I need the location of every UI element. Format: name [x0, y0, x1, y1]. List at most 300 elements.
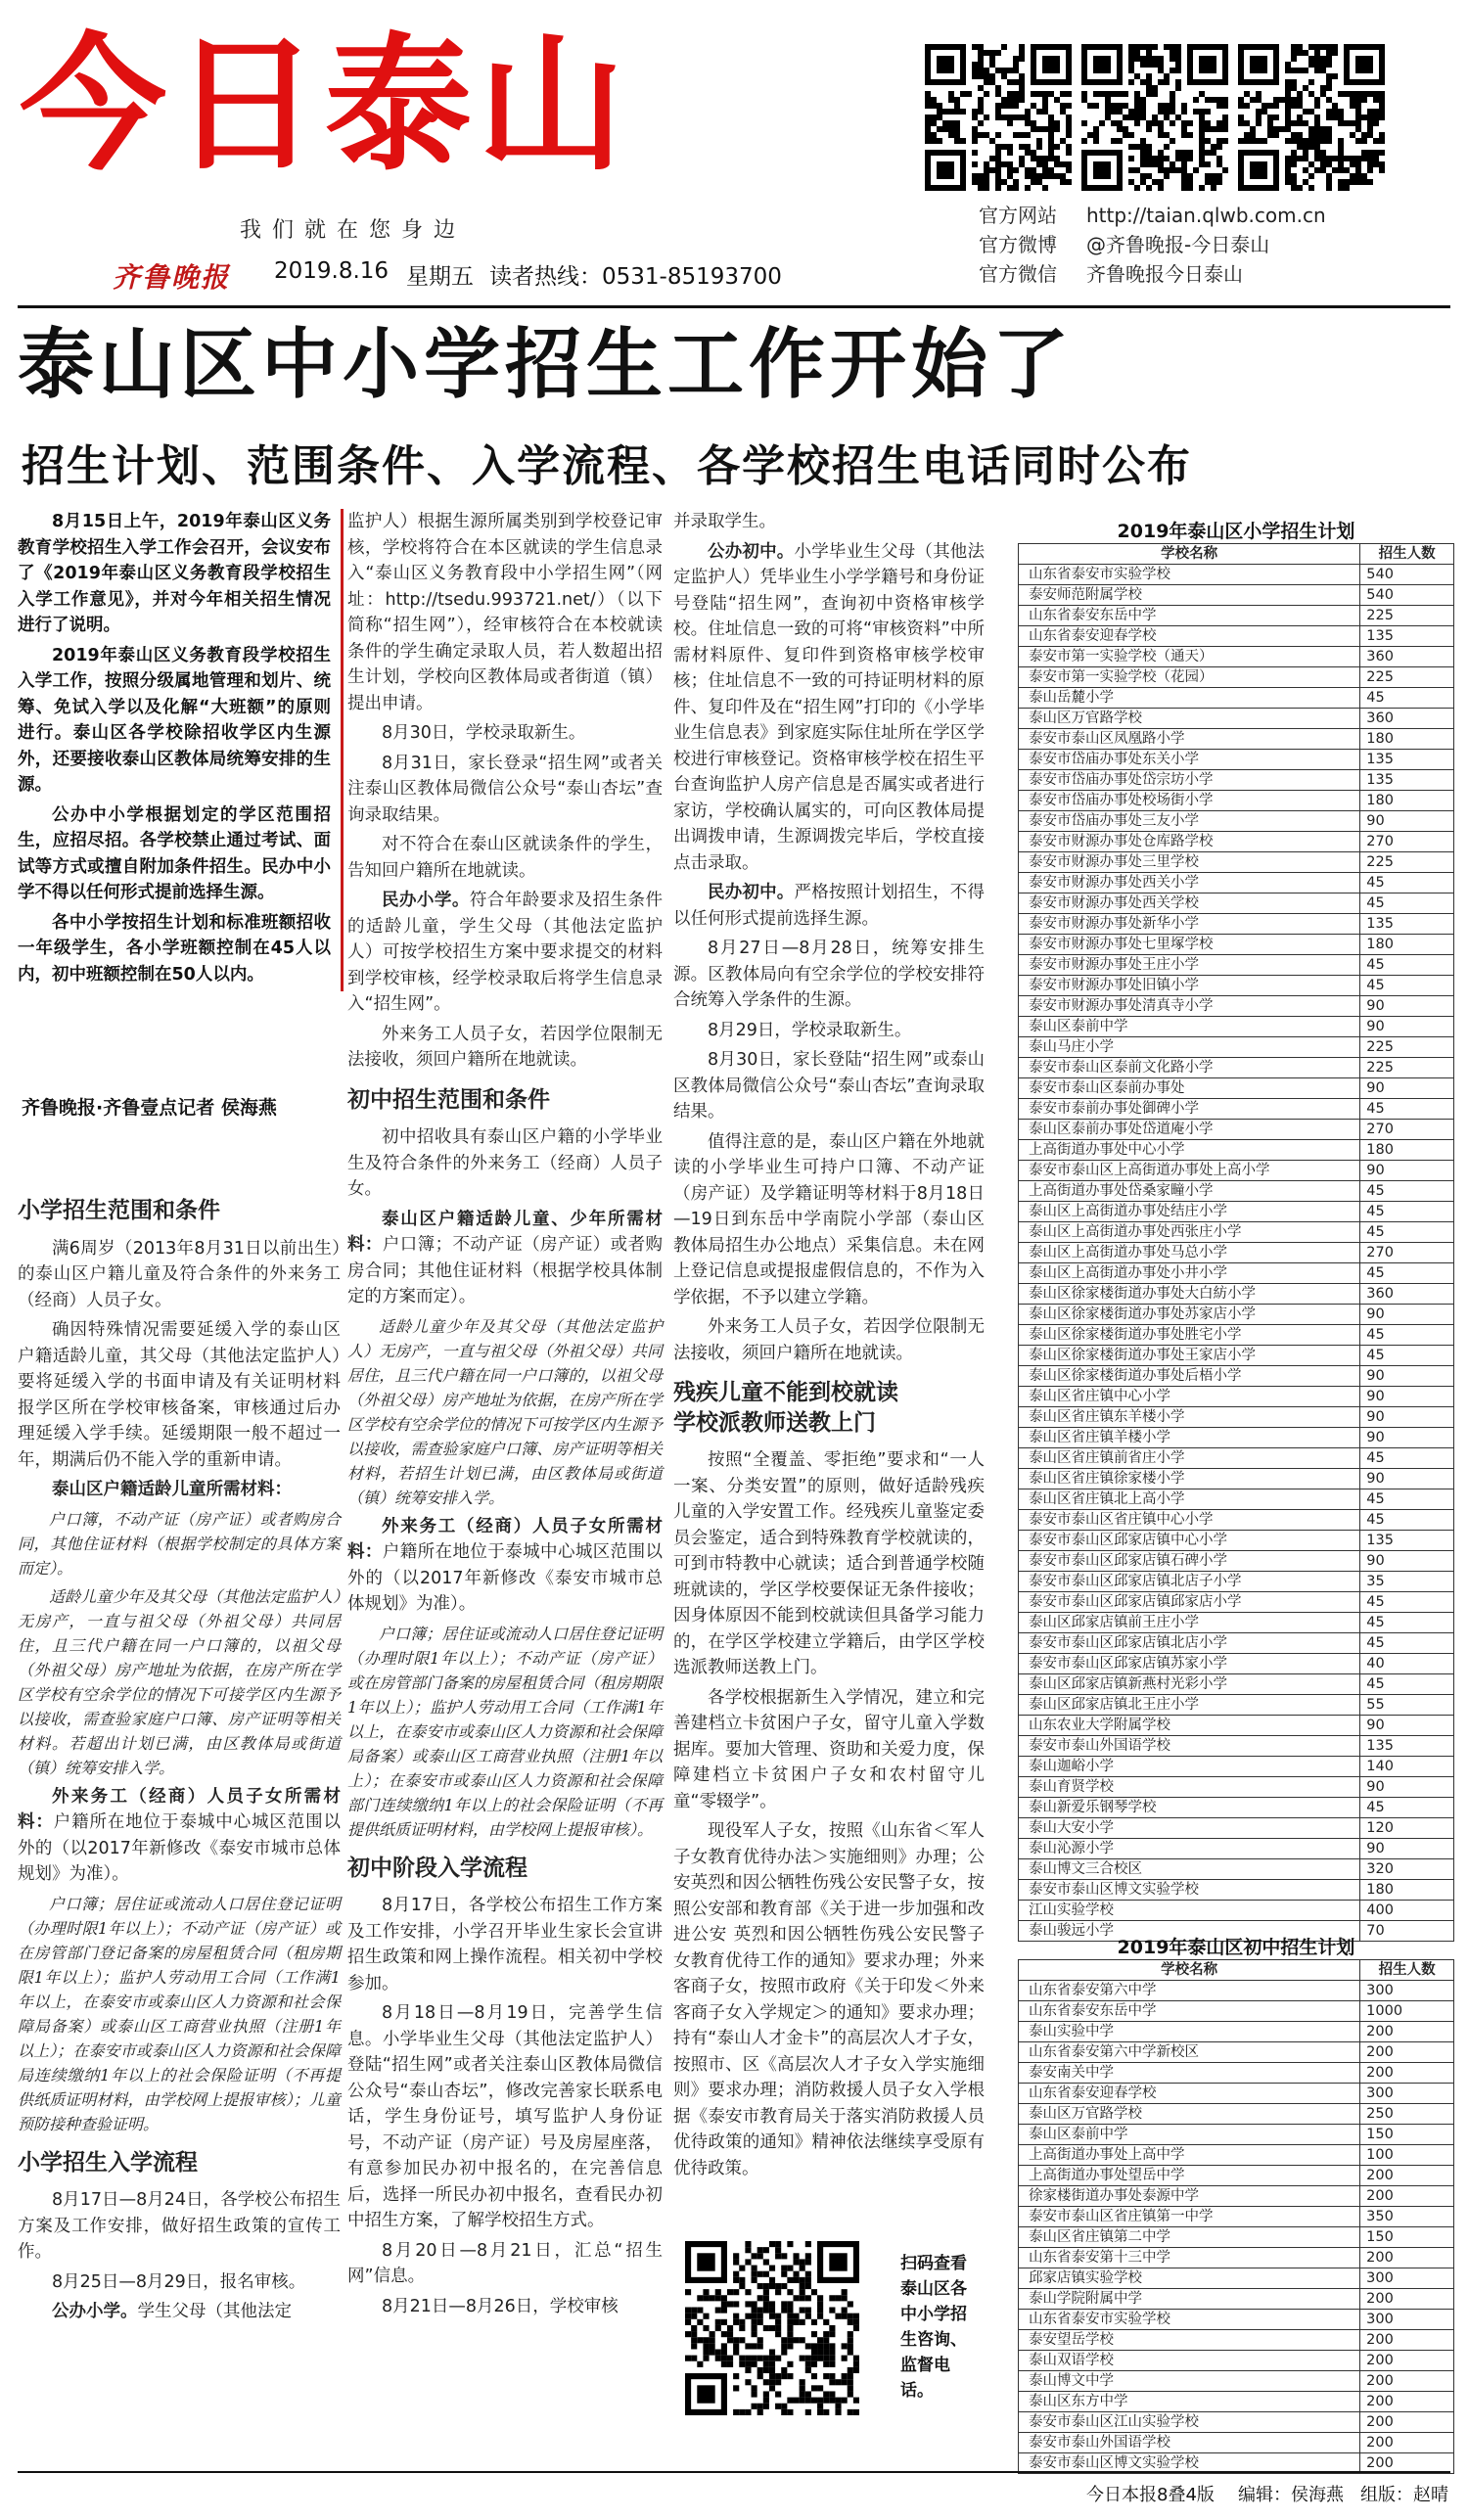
- masthead: [20, 21, 803, 213]
- table-row: [1019, 996, 1454, 1017]
- paragraph: 确因特殊情况需要延缓入学的泰山区户籍适龄儿童，其父母（其他法定监护人）要将延缓入学的书面申请及有关证明材料报学区所在学校审核备案，审核通过后办理延缓入学手续。延缓期限一般不超过一年，期满后仍不能入学的重新申请。: [18, 1320, 341, 1470]
- paragraph: 户口簿，不动产证（房产证）或者购房合同，其他住证材料（根据学校制定的具体方案而定）。: [18, 1509, 341, 1578]
- table-row: [1019, 2022, 1454, 2042]
- table-row: [1019, 585, 1454, 606]
- table-row: [1019, 1757, 1454, 1777]
- enrollment-count-cell: 540: [1360, 585, 1454, 606]
- table-row: [1019, 2371, 1454, 2392]
- school-name-cell: 山东省泰安东岳中学: [1019, 606, 1360, 626]
- enrollment-count-cell: 200: [1360, 2433, 1454, 2453]
- enrollment-count-cell: 350: [1360, 2207, 1454, 2227]
- table-row: [1019, 1140, 1454, 1161]
- enrollment-count-cell: 45: [1360, 1674, 1454, 1695]
- school-name-cell: 泰安师范附属学校: [1019, 585, 1360, 606]
- enrollment-count-cell: 45: [1360, 1346, 1454, 1366]
- table-row: [1019, 2186, 1454, 2207]
- table-row: [1019, 2310, 1454, 2330]
- school-name-cell: 泰山区徐家楼街道办事处后梧小学: [1019, 1366, 1360, 1387]
- table-row: [1019, 1243, 1454, 1263]
- table-row: [1019, 2392, 1454, 2412]
- enrollment-count-cell: 1000: [1360, 2001, 1454, 2022]
- enrollment-count-cell: 45: [1360, 893, 1454, 914]
- paragraph: 按照“全覆盖、零拒绝”要求和“一人一案、分类安置”的原则，做好适龄残疾儿童的入学安置工作。经残疾儿童鉴定委员会鉴定，适合到特殊教育学校就读的，可到市特教中心就读；适合到普通学校随班就读的，学区学校要保证无条件接收；因身体原因不能到校就读但具备学习能力的，在学区学校建立学籍后，由学区学校选派教师送教上门。: [673, 1450, 985, 1677]
- enrollment-count-cell: 270: [1360, 1120, 1454, 1140]
- table-row: [1019, 893, 1454, 914]
- school-name-cell: 泰安市岱庙办事处岱宗坊小学: [1019, 770, 1360, 791]
- table-row: [1019, 2207, 1454, 2227]
- enrollment-count-cell: 200: [1360, 2186, 1454, 2207]
- school-name-cell: 泰安市岱庙办事处东关小学: [1019, 750, 1360, 770]
- footer-layout: 组版：赵晴: [1360, 2485, 1448, 2505]
- paragraph-bold: 民办初中。: [708, 883, 795, 902]
- school-name-cell: 泰山博文中学: [1019, 2371, 1360, 2392]
- table-row: [1019, 1592, 1454, 1613]
- enrollment-count-cell: 90: [1360, 1469, 1454, 1489]
- school-name-cell: 泰山区省庄镇北上高小学: [1019, 1489, 1360, 1510]
- table-row: [1019, 1736, 1454, 1757]
- enrollment-count-cell: 225: [1360, 1037, 1454, 1058]
- masthead-info: [113, 256, 817, 294]
- school-name-cell: 泰山迦峪小学: [1019, 1757, 1360, 1777]
- paragraph: 符合年龄要求及招生条件的适龄儿童，学生父母（其他法定监护人）可按学校招生方案中要求提交的材料到学校审核，经学校录取后将学生信息录入“招生网”。: [347, 891, 664, 1014]
- enrollment-count-cell: 200: [1360, 2063, 1454, 2084]
- table-row: [1019, 852, 1454, 873]
- school-name-cell: 泰安望岳学校: [1019, 2330, 1360, 2351]
- section-heading: 残疾儿童不能到校就读: [673, 1380, 898, 1405]
- enrollment-count-cell: 200: [1360, 2392, 1454, 2412]
- enrollment-count-cell: 120: [1360, 1818, 1454, 1839]
- school-name-cell: 泰安市泰山区博文实验学校: [1019, 1880, 1360, 1901]
- paragraph: 适龄儿童少年及其父母（其他法定监护人）无房产，一直与祖父母（外祖父母）共同居住，且三代户籍在同一户口簿的，以祖父母（外祖父母）房产地址为依据，在房产所在学区学校有空余学位的情况下可接学区内生源予以接收，需查验家庭户口簿、房产证明等相关材料。若超出计划已满，由区教体局或街道（镇）统筹安排入学。: [18, 1586, 341, 1777]
- enrollment-count-cell: 90: [1360, 1017, 1454, 1037]
- table-row: [1019, 1716, 1454, 1736]
- enrollment-count-cell: 150: [1360, 2125, 1454, 2145]
- enrollment-count-cell: 45: [1360, 955, 1454, 976]
- school-name-cell: 泰山实验中学: [1019, 2022, 1360, 2042]
- school-name-cell: 泰山博文三合校区: [1019, 1859, 1360, 1880]
- school-name-cell: 泰安市岱庙办事处三友小学: [1019, 811, 1360, 832]
- school-name-cell: 泰山区上高街道办事处小井小学: [1019, 1263, 1360, 1284]
- table-row: [1019, 709, 1454, 729]
- school-name-cell: 泰安市财源办事处新华小学: [1019, 914, 1360, 935]
- school-name-cell: 泰山学院附属中学: [1019, 2289, 1360, 2310]
- table-row: [1019, 1633, 1454, 1654]
- paragraph: 学生父母（其他法定: [137, 2302, 292, 2321]
- table-row: [1019, 1222, 1454, 1243]
- enrollment-count-cell: 45: [1360, 688, 1454, 709]
- issue-date: 2019.8.16: [274, 258, 390, 284]
- enrollment-count-cell: 40: [1360, 1654, 1454, 1674]
- school-name-cell: 泰山区万官路学校: [1019, 2104, 1360, 2125]
- enrollment-count-cell: 45: [1360, 1222, 1454, 1243]
- table-row: [1019, 2330, 1454, 2351]
- lead-paragraph: 公办中小学根据划定的学区范围招生，应招尽招。各学校禁止通过考试、面试等方式或擅自附加条件招生。民办中小学不得以任何形式提前选择生源。: [18, 804, 331, 902]
- table-row: [1019, 1859, 1454, 1880]
- table-row: [1019, 2248, 1454, 2268]
- enrollment-count-cell: 250: [1360, 2104, 1454, 2125]
- school-name-cell: 上高街道办事处岱桑家疃小学: [1019, 1181, 1360, 1202]
- enrollment-count-cell: 200: [1360, 2330, 1454, 2351]
- table-row: [1019, 1448, 1454, 1469]
- school-name-cell: 泰山区上高街道办事处马总小学: [1019, 1243, 1360, 1263]
- subheadline: 招生计划、范围条件、入学流程、各学校招生电话同时公布: [22, 441, 1192, 491]
- paragraph: 8月17日，各学校公布招生工作方案及工作安排，小学召开毕业生家长会宣讲招生政策和网上操作流程。相关初中学校参加。: [347, 1896, 663, 1993]
- enrollment-count-cell: 200: [1360, 2351, 1454, 2371]
- school-name-cell: 泰安市泰山区邱家店镇北店子小学: [1019, 1572, 1360, 1592]
- school-name-cell: 泰山大安小学: [1019, 1818, 1360, 1839]
- school-name-cell: 泰安市泰山区江山实验学校: [1019, 2412, 1360, 2433]
- article-column-1: [18, 1184, 341, 2329]
- table-row: [1019, 770, 1454, 791]
- table-row: [1019, 647, 1454, 667]
- school-name-cell: 泰安市泰山区邱家店镇邱家店小学: [1019, 1592, 1360, 1613]
- enrollment-count-cell: 270: [1360, 1243, 1454, 1263]
- school-name-cell: 泰山区上高街道办事处西张庄小学: [1019, 1222, 1360, 1243]
- column-header: 招生人数: [1360, 1960, 1454, 1981]
- school-name-cell: 山东省泰安市实验学校: [1019, 2310, 1360, 2330]
- table-row: [1019, 565, 1454, 585]
- table-row: [1019, 2145, 1454, 2166]
- official-accounts: [979, 201, 1326, 289]
- table-row: [1019, 1880, 1454, 1901]
- school-name-cell: 泰山双语学校: [1019, 2351, 1360, 2371]
- table-row: [1019, 2227, 1454, 2248]
- school-name-cell: 泰安市泰山区邱家店镇北店小学: [1019, 1633, 1360, 1654]
- lead-paragraph: 2019年泰山区义务教育段学校招生入学工作，按照分级属地管理和划片、统筹、免试入学以及化解“大班额”的原则进行。泰山区各学校除招收学区内生源外，还要接收泰山区教体局统筹安排的生源。: [18, 645, 331, 795]
- school-name-cell: 泰山新爱乐钢琴学校: [1019, 1798, 1360, 1818]
- table-row: [1019, 1099, 1454, 1120]
- table-row: [1019, 1120, 1454, 1140]
- enrollment-count-cell: 360: [1360, 647, 1454, 667]
- table-row: [1019, 1305, 1454, 1325]
- enrollment-count-cell: 90: [1360, 1366, 1454, 1387]
- paragraph: 小学毕业生父母（其他法定监护人）凭毕业生小学学籍号和身份证号登陆“招生网”，查询初中资格审核学校。住址信息一致的可将“审核资料”中所需材料原件、复印件到资格审核学校审核；住址信息不一致的可持证明材料的原件、复印件及在“招生网”打印的《小学毕业生信息表》到家庭实际住址所在学区学校进行审核登记。资格审核学校在招生平台查询监护人房产信息是否属实或者进行家访，学校确认属实的，可向区教体局提出调拨申请，生源调拨完毕后，学校直接点击录取。: [673, 541, 985, 873]
- qr-code-icon[interactable]: [925, 44, 1072, 191]
- table-row: [1019, 1654, 1454, 1674]
- school-name-cell: 泰山区省庄镇东羊楼小学: [1019, 1407, 1360, 1428]
- table-row: [1019, 1284, 1454, 1305]
- headline: 泰山区中小学招生工作开始了: [18, 321, 1075, 409]
- school-name-cell: 泰安市财源办事处七里塚学校: [1019, 935, 1360, 955]
- table-row: [1019, 1551, 1454, 1572]
- enrollment-count-cell: 135: [1360, 626, 1454, 647]
- table-row: [1019, 2125, 1454, 2145]
- school-name-cell: 上高街道办事处上高中学: [1019, 2145, 1360, 2166]
- school-name-cell: 邱家店镇实验学校: [1019, 2268, 1360, 2289]
- table-row: [1019, 1078, 1454, 1099]
- table-row: [1019, 832, 1454, 852]
- enrollment-count-cell: 135: [1360, 750, 1454, 770]
- school-name-cell: 泰山区徐家楼街道办事处苏家店小学: [1019, 1305, 1360, 1325]
- school-name-cell: 泰安市泰山区邱家店镇石碑小学: [1019, 1551, 1360, 1572]
- enrollment-count-cell: 300: [1360, 1981, 1454, 2001]
- table-row: [1019, 935, 1454, 955]
- paragraph: 外来务工人员子女，若因学位限制无法接收，须回户籍所在地就读。: [347, 1024, 663, 1070]
- table-row: [1019, 1674, 1454, 1695]
- school-name-cell: 泰安市泰山区泰前办事处: [1019, 1078, 1360, 1099]
- enrollment-count-cell: 200: [1360, 2022, 1454, 2042]
- paragraph: 外来务工人员子女，若因学位限制无法接收，须回户籍所在地就读。: [673, 1317, 985, 1363]
- enrollment-count-cell: 90: [1360, 1777, 1454, 1798]
- school-name-cell: 山东省泰安第十三中学: [1019, 2248, 1360, 2268]
- school-name-cell: 泰山区省庄镇羊楼小学: [1019, 1428, 1360, 1448]
- school-name-cell: 泰山区省庄镇第二中学: [1019, 2227, 1360, 2248]
- school-name-cell: 泰安市泰山区邱家店镇中心小学: [1019, 1531, 1360, 1551]
- paragraph: 户口簿；不动产证（房产证）或者购房合同；其他住证材料（根据学校具体制定的方案而定）。: [347, 1235, 664, 1306]
- table-row: [1019, 2084, 1454, 2104]
- enrollment-count-cell: 200: [1360, 2453, 1454, 2474]
- enrollment-count-cell: 45: [1360, 1798, 1454, 1818]
- section-heading: 小学招生范围和条件: [18, 1198, 220, 1223]
- byline: 齐鲁晚报·齐鲁壹点记者 侯海燕: [22, 1097, 277, 1119]
- paragraph-bold: 公办初中。: [708, 541, 795, 562]
- table-row: [1019, 1017, 1454, 1037]
- table-row: [1019, 1161, 1454, 1181]
- enrollment-count-cell: 90: [1360, 1551, 1454, 1572]
- table-row: [1019, 667, 1454, 688]
- table-row: [1019, 1058, 1454, 1078]
- enrollment-count-cell: 225: [1360, 1058, 1454, 1078]
- school-name-cell: 泰山区泰前中学: [1019, 2125, 1360, 2145]
- enrollment-count-cell: 180: [1360, 729, 1454, 750]
- school-name-cell: 泰安市泰山区博文实验学校: [1019, 2453, 1360, 2474]
- table-row: [1019, 1346, 1454, 1366]
- table-row: [1019, 2433, 1454, 2453]
- enrollment-count-cell: 70: [1360, 1921, 1454, 1942]
- footer-divider: [18, 2471, 1450, 2473]
- table-row: [1019, 1981, 1454, 2001]
- table-row: [1019, 1387, 1454, 1407]
- table-row: [1019, 2289, 1454, 2310]
- enrollment-count-cell: 540: [1360, 565, 1454, 585]
- school-name-cell: 泰安市泰山区上高街道办事处上高小学: [1019, 1161, 1360, 1181]
- school-name-cell: 山东省泰安市实验学校: [1019, 565, 1360, 585]
- table-row: [1019, 2001, 1454, 2022]
- enrollment-count-cell: 35: [1360, 1572, 1454, 1592]
- enrollment-count-cell: 45: [1360, 1633, 1454, 1654]
- enrollment-count-cell: 180: [1360, 791, 1454, 811]
- school-name-cell: 徐家楼街道办事处泰源中学: [1019, 2186, 1360, 2207]
- qr-code-icon[interactable]: [1081, 44, 1228, 191]
- section-heading: 小学招生入学流程: [18, 2149, 198, 2176]
- masthead-divider: [18, 305, 1450, 308]
- enrollment-count-cell: 100: [1360, 2145, 1454, 2166]
- official-wechat[interactable]: 齐鲁晚报今日泰山: [1086, 262, 1243, 286]
- enrollment-count-cell: 140: [1360, 1757, 1454, 1777]
- qr-code-icon[interactable]: [685, 2241, 859, 2415]
- school-name-cell: 山东省泰安东岳中学: [1019, 2001, 1360, 2022]
- school-name-cell: 泰安市泰前办事处御碑小学: [1019, 1099, 1360, 1120]
- section-heading: 初中阶段入学流程: [347, 1855, 528, 1881]
- paragraph: 8月18日—8月19日，完善学生信息。小学毕业生父母（其他法定监护人）登陆“招生网”或者关注泰山区教体局微信公众号“泰山杏坛”，修改完善家长联系电话，学生身份证号，填写监护人身份证号，不动产证（房产证）号及房屋座落，有意参加民办初中报名的，在完善信息后，选择一所民办初中报名，查看民办初中招生方案，了解学校招生方式。: [347, 2003, 663, 2230]
- table-row: [1019, 1037, 1454, 1058]
- enrollment-count-cell: 320: [1360, 1859, 1454, 1880]
- enrollment-count-cell: 45: [1360, 1263, 1454, 1284]
- paragraph: 对不符合在泰山区就读条件的学生，告知回户籍所在地就读。: [347, 835, 663, 881]
- enrollment-count-cell: 300: [1360, 2268, 1454, 2289]
- school-name-cell: 泰安市泰山区省庄镇中心小学: [1019, 1510, 1360, 1531]
- footer-edition: 今日本报8叠4版: [1086, 2485, 1215, 2505]
- paragraph-bold: 泰山区户籍适龄儿童所需材料：: [52, 1480, 292, 1499]
- enrollment-count-cell: 90: [1360, 1407, 1454, 1428]
- enrollment-count-cell: 45: [1360, 1613, 1454, 1633]
- enrollment-count-cell: 90: [1360, 996, 1454, 1017]
- table-row: [1019, 1613, 1454, 1633]
- paragraph: 户籍所在地位于泰城中心城区范围以外的（以2017年新修改《泰安市城市总体规划》为准）。: [347, 1542, 664, 1614]
- table-row: [1019, 1839, 1454, 1859]
- lead-paragraph: 8月15日上午，2019年泰山区义务教育学校招生入学工作会召开，会议安布了《2019年泰山区义务教育段学校招生入学工作意见》，并对今年相关招生情况进行了说明。: [18, 512, 331, 635]
- qr-code-icon[interactable]: [1238, 44, 1385, 191]
- school-name-cell: 泰山区省庄镇中心小学: [1019, 1387, 1360, 1407]
- enrollment-count-cell: 200: [1360, 2289, 1454, 2310]
- paragraph: 8月27日—8月28日，统筹安排生源。区教体局向有空余学位的学校安排符合统筹入学条件的生源。: [673, 939, 985, 1010]
- paragraph-bold: 外来务工（经商）人员子女所需材料：: [18, 1786, 341, 1832]
- enrollment-count-cell: 90: [1360, 1839, 1454, 1859]
- enrollment-count-cell: 45: [1360, 1202, 1454, 1222]
- table-row: [1019, 1428, 1454, 1448]
- school-name-cell: 泰安市泰山区凤凰路小学: [1019, 729, 1360, 750]
- table-row: [1019, 1901, 1454, 1921]
- table-row: [1019, 2351, 1454, 2371]
- school-name-cell: 泰安市财源办事处仓库路学校: [1019, 832, 1360, 852]
- enrollment-count-cell: 90: [1360, 1387, 1454, 1407]
- table-row: [1019, 1818, 1454, 1839]
- school-name-cell: 山东省泰安迎春学校: [1019, 2084, 1360, 2104]
- enrollment-count-cell: 90: [1360, 1305, 1454, 1325]
- article-column-2: [347, 509, 663, 2323]
- table-row: [1019, 2166, 1454, 2186]
- enrollment-count-cell: 225: [1360, 606, 1454, 626]
- paragraph-bold: 民办小学。: [382, 891, 470, 910]
- table-row: [1019, 2042, 1454, 2063]
- school-name-cell: 泰山区泰前中学: [1019, 1017, 1360, 1037]
- enrollment-count-cell: 90: [1360, 1716, 1454, 1736]
- enrollment-count-cell: 45: [1360, 1592, 1454, 1613]
- paragraph: 户籍所在地位于泰城中心城区范围以外的（以2017年新修改《泰安市城市总体规划》为准）。: [18, 1812, 341, 1884]
- table-row: [1019, 976, 1454, 996]
- enrollment-count-cell: 90: [1360, 1428, 1454, 1448]
- enrollment-count-cell: 135: [1360, 1736, 1454, 1757]
- official-label: 官方网站: [979, 204, 1057, 227]
- table-row: [1019, 2104, 1454, 2125]
- enrollment-count-cell: 180: [1360, 1140, 1454, 1161]
- school-name-cell: 泰山区泰前办事处岱道庵小学: [1019, 1120, 1360, 1140]
- table-row: [1019, 750, 1454, 770]
- table-row: [1019, 1407, 1454, 1428]
- school-name-cell: 泰安市第一实验学校（花园）: [1019, 667, 1360, 688]
- table-row: [1019, 2412, 1454, 2433]
- table-row: [1019, 811, 1454, 832]
- section-heading: 学校派教师送教上门: [673, 1409, 876, 1436]
- official-weibo[interactable]: @齐鲁晚报-今日泰山: [1086, 233, 1270, 256]
- official-label: 官方微信: [979, 262, 1057, 286]
- middle-plan-title: 2019年泰山区初中招生计划: [1117, 1937, 1355, 1958]
- paragraph-bold: 外来务工（经商）人员子女所需材料：: [347, 1516, 663, 1562]
- paragraph: 严格按照计划招生，不得以任何形式提前选择生源。: [673, 883, 985, 929]
- paragraph: 8月25日—8月29日，报名审核。: [52, 2271, 306, 2292]
- paragraph: 现役军人子女，按照《山东省＜军人子女教育优待办法＞实施细则》办理；公安英烈和因公牺牲伤残公安民警子女，按照公安部和教育部《关于进一步加强和改进公安 英烈和因公牺牲伤残公安民警子女教育优待工作的通知》要求办理；外来客商子女，按照市政府《关于印发＜外来客商子女入学规定＞的通知》要求办理；持有“泰山人才金卡”的高层次人才子女，按照市、区《高层次人才子女入学实施细则》要求办理；消防救援人员子女入学根据《泰安市教育局关于落实消防救援人员优待政策的通知》精神依法继续享受原有优待政策。: [673, 1821, 985, 2178]
- table-row: [1019, 626, 1454, 647]
- enrollment-count-cell: 200: [1360, 2042, 1454, 2063]
- school-name-cell: 泰安市泰山区省庄镇第一中学: [1019, 2207, 1360, 2227]
- enrollment-count-cell: 300: [1360, 2084, 1454, 2104]
- issue-weekday: 星期五: [406, 264, 474, 290]
- table-row: [1019, 2063, 1454, 2084]
- lead-paragraph: 各中小学按招生计划和标准班额招收一年级学生，各小学班额控制在45人以内，初中班额控制在50人以内。: [18, 912, 331, 985]
- school-name-cell: 泰安市泰山外国语学校: [1019, 1736, 1360, 1757]
- enrollment-count-cell: 225: [1360, 667, 1454, 688]
- table-row: [1019, 955, 1454, 976]
- paragraph: 并录取学生。: [673, 512, 776, 531]
- school-name-cell: 上高街道办事处中心小学: [1019, 1140, 1360, 1161]
- school-name-cell: 泰山骏远小学: [1019, 1921, 1360, 1942]
- school-name-cell: 江山实验学校: [1019, 1901, 1360, 1921]
- qr-caption: 扫码查看泰山区各中小学招生咨询、监督电话。: [900, 2254, 967, 2401]
- table-row: [1019, 1531, 1454, 1551]
- school-name-cell: 泰安市财源办事处西关学校: [1019, 893, 1360, 914]
- enrollment-count-cell: 400: [1360, 1901, 1454, 1921]
- school-name-cell: 山东省泰安第六中学: [1019, 1981, 1360, 2001]
- enrollment-count-cell: 360: [1360, 1284, 1454, 1305]
- paragraph: 户口簿；居住证或流动人口居住登记证明（办理时限1年以上）；不动产证（房产证）或在房管部门登记备案的房屋租赁合同（租房期限1年以上）；监护人劳动用工合同（工作满1年以上，在泰安市或泰山区人力资源和社会保障局备案）或泰山区工商营业执照（注册1年以上）；在泰安市或泰山区人力资源和社会保障局连续缴纳1年以上的社会保险证明（不再提供纸质证明材料，由学校网上提报审核）；儿童预防接种查验证明。: [18, 1894, 341, 2133]
- table-row: [1019, 1695, 1454, 1716]
- section-heading: 初中招生范围和条件: [347, 1086, 550, 1113]
- enrollment-count-cell: 300: [1360, 2310, 1454, 2330]
- enrollment-count-cell: 90: [1360, 811, 1454, 832]
- school-name-cell: 泰安市泰山外国语学校: [1019, 2433, 1360, 2453]
- paper-name: 齐鲁晚报: [113, 261, 231, 294]
- school-name-cell: 泰山区徐家楼街道办事处王家店小学: [1019, 1346, 1360, 1366]
- school-name-cell: 泰山区邱家店镇前王庄小学: [1019, 1613, 1360, 1633]
- enrollment-count-cell: 45: [1360, 1489, 1454, 1510]
- enrollment-count-cell: 180: [1360, 1880, 1454, 1901]
- enrollment-count-cell: 90: [1360, 1078, 1454, 1099]
- table-row: [1019, 606, 1454, 626]
- enrollment-count-cell: 45: [1360, 1325, 1454, 1346]
- official-label: 官方微博: [979, 233, 1057, 256]
- school-name-cell: 泰山沁源小学: [1019, 1839, 1360, 1859]
- enrollment-count-cell: 45: [1360, 1510, 1454, 1531]
- school-name-cell: 泰山区万官路学校: [1019, 709, 1360, 729]
- school-name-cell: 山东省泰安迎春学校: [1019, 626, 1360, 647]
- middle-plan-table: [1018, 1959, 1454, 2474]
- table-row: [1019, 873, 1454, 893]
- table-row: [1019, 1325, 1454, 1346]
- paragraph: 8月17日—8月24日，各学校公布招生方案及工作安排，做好招生政策的宣传工作。: [18, 2190, 341, 2262]
- school-name-cell: 泰安南关中学: [1019, 2063, 1360, 2084]
- enrollment-count-cell: 135: [1360, 1531, 1454, 1551]
- school-name-cell: 泰山区省庄镇前省庄小学: [1019, 1448, 1360, 1469]
- table-row: [1019, 1777, 1454, 1798]
- enrollment-count-cell: 45: [1360, 1099, 1454, 1120]
- paragraph: 8月21日—8月26日，学校审核: [382, 2296, 619, 2316]
- school-name-cell: 泰安市泰山区泰前文化路小学: [1019, 1058, 1360, 1078]
- school-name-cell: 泰山区邱家店镇北王庄小学: [1019, 1695, 1360, 1716]
- enrollment-count-cell: 45: [1360, 976, 1454, 996]
- school-name-cell: 泰山区邱家店镇新燕村光彩小学: [1019, 1674, 1360, 1695]
- column-header: 学校名称: [1019, 544, 1360, 565]
- school-name-cell: 泰安市岱庙办事处校场街小学: [1019, 791, 1360, 811]
- school-name-cell: 泰安市第一实验学校（通天）: [1019, 647, 1360, 667]
- table-row: [1019, 1469, 1454, 1489]
- table-row: [1019, 1202, 1454, 1222]
- official-website[interactable]: http://taian.qlwb.com.cn: [1086, 204, 1326, 227]
- paragraph: 满6周岁（2013年8月31日以前出生）的泰山区户籍儿童及符合条件的外来务工（经商）人员子女。: [18, 1238, 341, 1310]
- masthead-slogan: 我们就在您身边: [240, 218, 467, 243]
- school-name-cell: 上高街道办事处望岳中学: [1019, 2166, 1360, 2186]
- enrollment-count-cell: 200: [1360, 2371, 1454, 2392]
- column-header: 学校名称: [1019, 1960, 1360, 1981]
